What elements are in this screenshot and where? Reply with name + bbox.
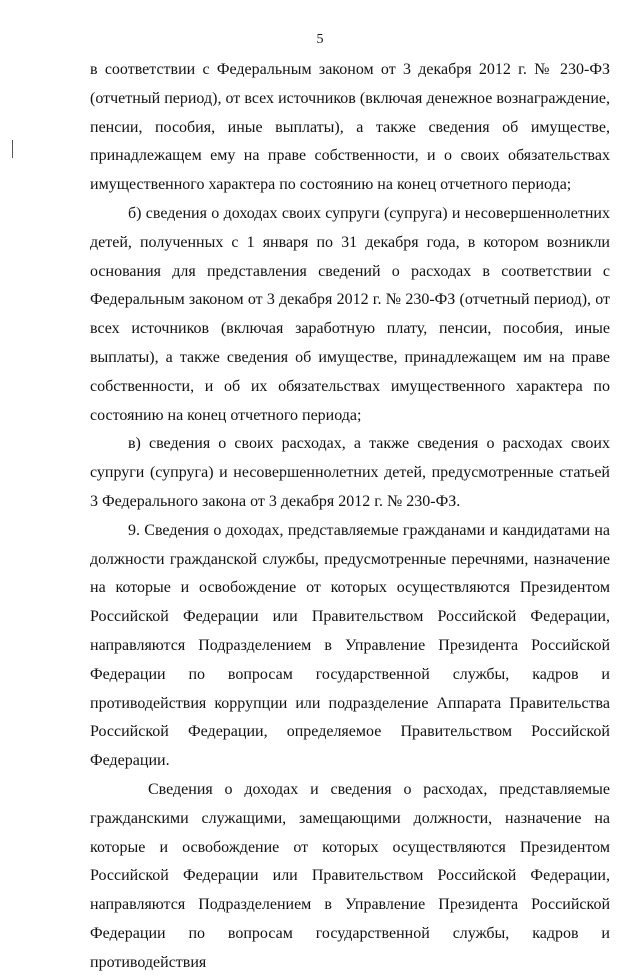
paragraph-b: б) сведения о доходах своих супруги (супруга) и несовершеннолетних детей, полученных с 1 января по 31 декабря года, в котором возникли основания для представления сведений о расходах в соответствии с Федеральным законом от 3 декабря 2012 г. № 230-ФЗ (отчетный период), от всех источников (включая заработную плату, пенсии, пособия, иные выплаты), а также сведения об имуществе, принадлежащем им на праве собственности, и об их обязательствах имущественного характера по состоянию на конец отчетного периода;: [90, 204, 610, 424]
scan-margin-mark: [12, 140, 13, 158]
paragraph-a-continuation: в соответствии с Федеральным законом от 3 декабря 2012 г. № 230-ФЗ (отчетный период), от всех источников (включая денежное вознаграждение, пенсии, пособия, иные выплаты), а также сведения об имуществе, принадлежащем ему на праве собственности, и о своих обязательствах имущественного характера по состоянию на конец отчетного периода;: [90, 61, 610, 194]
paragraph-9: 9. Сведения о доходах, представляемые гражданами и кандидатами на должности гражданской службы, предусмотренные перечнями, назначение на которые и освобождение от которых осуществляются Президентом Российской Федерации или Правительством Российской Федерации, направляются Подразделением в Управление Президента Российской Федерации по вопросам государственной службы, кадров и противодействия коррупции или подразделение Аппарата Правительства Российской Федерации, определяемое Правительством Российской Федерации.: [90, 521, 610, 770]
paragraph-v: в) сведения о своих расходах, а также сведения о расходах своих супруги (супруга) и несовершеннолетних детей, предусмотренные статьей 3 Федерального закона от 3 декабря 2012 г. № 230-ФЗ.: [90, 435, 610, 510]
paragraph-9-continued: Сведения о доходах и сведения о расходах, представляемые гражданскими служащими, замещающими должности, назначение на которые и освобождение от которых осуществляются Президентом Российской Федерации или Правительством Российской Федерации, направляются Подразделением в Управление Президента Российской Федерации по вопросам государственной службы, кадров и противодействия: [90, 780, 610, 971]
document-body: [90, 56, 610, 978]
page-number: 5: [316, 32, 324, 47]
